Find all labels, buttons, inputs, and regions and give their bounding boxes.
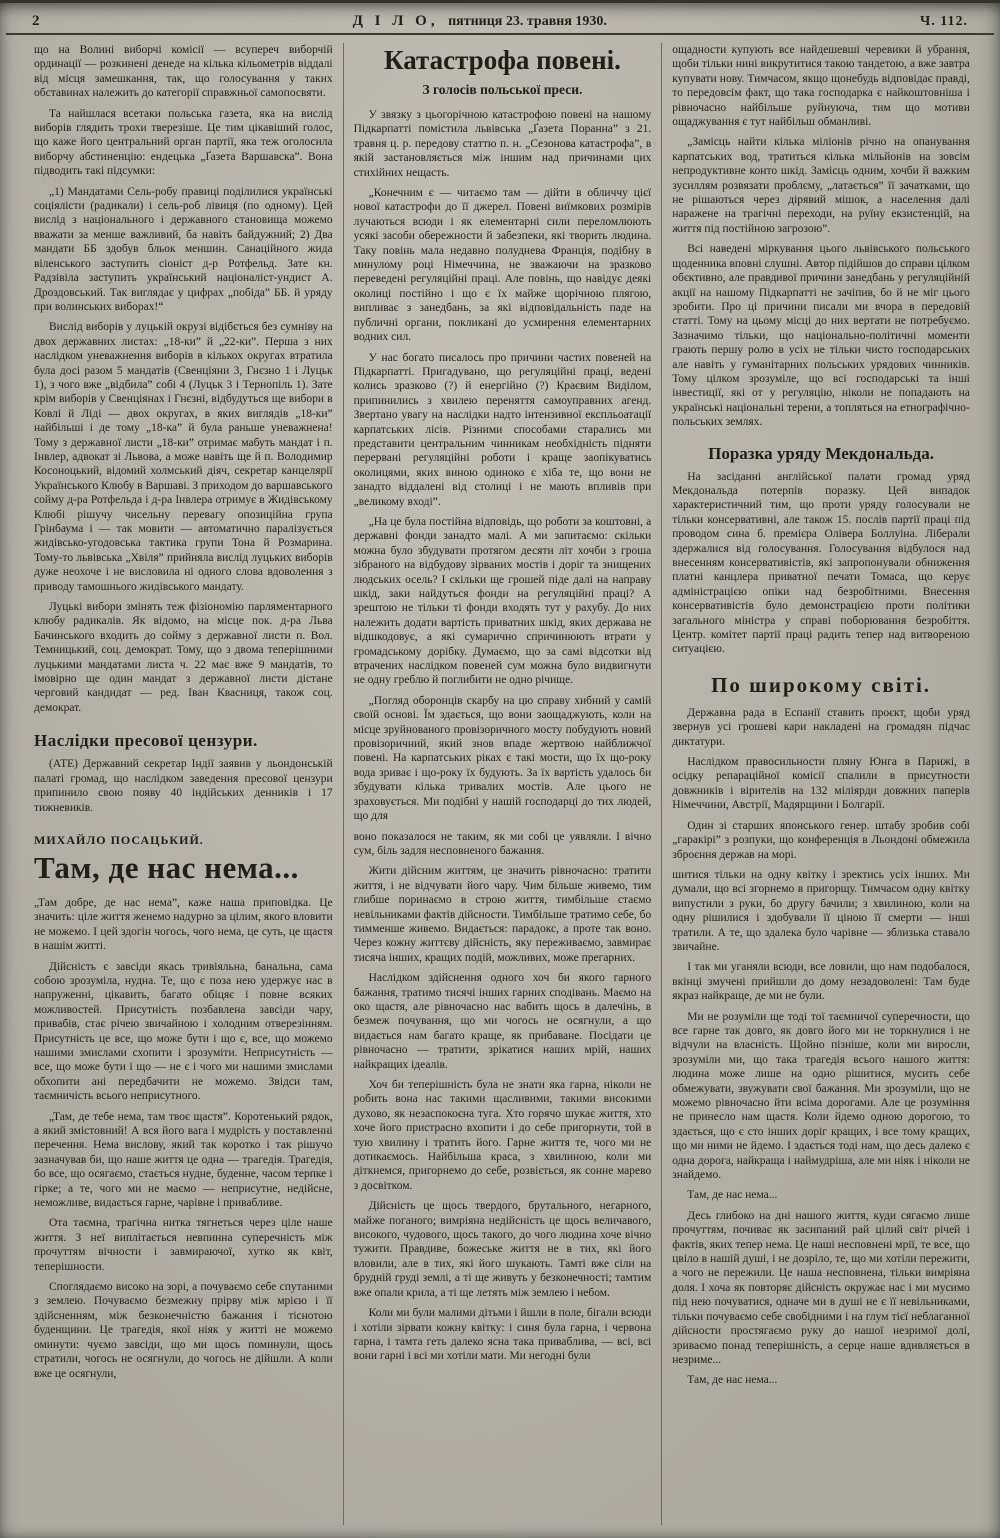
paragraph: „Там, де тебе нема, там твоє щастя”. Коротенький рядок, а який змістовний! А вся його вага і мудрість у поставленні перечення. Нема вислову, який так коротко і так рішучо зазначував би, що наше життя це одна — трагедія. Трагедія, бо все, що осягаємо, стається нудне, буденне, часом терпке і гірке; а те, чого ми не маємо — неприсутне, недійсне, неможливе, видається гарне, чарівне і привабливе.: [34, 1110, 333, 1210]
paragraph: У нас богато писалось про причини частих повеней на Підкарпатті. Пригадувано, що регуляційні праці, ведені колись зразково (?) й енергійно (?) Краєвим Виділом, припинились з хвилею переняття самоуправних агенд. Звертано увагу на наслідки надто інтензивної експльоатації карпатських лісів. Різними способами старались ми представити центральним чинникам необхідність підняти перервані регуляційні роботи і краще заопікуватись околицями, яких виною одиноко є хіба те, що вони не занадто віддалені від столиці і не мають впливів при „великому вході”.: [353, 351, 652, 508]
left-column: [24, 43, 343, 1525]
article-censorship: [34, 731, 333, 815]
censorship-heading: Наслідки пресової цензури.: [34, 731, 258, 751]
elections-body: [34, 43, 333, 715]
masthead: [353, 13, 607, 30]
feature-body-continued: [354, 830, 652, 1364]
paragraph: І так ми уганяли всюди, все ловили, що нам подобалося, вкінці змучені прийшли до дому незадоволені: Там буде якраз найкраще, де ми не були.: [672, 961, 970, 1003]
paragraph: (АТЕ) Державний секретар Індії заявив у льондонській палаті громад, що наслідком заведення пресової цензури припинило свою появу 40 індійських денників і 17 тижневиків.: [34, 758, 333, 814]
paragraph: „Там добре, де нас нема”, каже наша приповідка. Це значить: ціле життя женемо надурно за цілим, якого вловити не можемо. І цей здогін чогось, чого нема, це суть, це щастя в нашім житті.: [34, 896, 333, 953]
issue-number: Ч. 112.: [919, 14, 968, 29]
paragraph: „Замісць найти кілька міліонів річно на опанування карпатських вод, тратиться кілька мільйонів на зовсім непродуктивне конто шкід. Замісць одним, хочби й важким зусиллям розвязати проблєму, „латається” її зачатками, що не рішаються через дірявий мішок, а населення далі наражене на трагічні переходи, на руїну екзистенцій, на життя під постійною загрозою”.: [672, 136, 970, 235]
paragraph: Там, де нас нема...: [687, 1189, 778, 1202]
right-column: [661, 43, 980, 1525]
world-news-heading: По широкому світі.: [711, 672, 932, 697]
flood-body: [354, 108, 652, 824]
world-news-body: [672, 706, 970, 862]
paragraph: На засіданні англійської палати громад уряд Мекдональда потерпів поразку. Цей випадок характеристичний тим, що проти уряду голосували не тільки консервативні, але також 15. послів партії праці під проводом сина б. премієра Олівера Боллуіна. Ліберали здержалися від голосування. Голосування відбулося над внесенням консервативістів, які запропонували обниження платні канцлера приватної печати Томаса, що керує адміністрацією опіки над безробітними. Внесення консервативістів було демонстрацією проти політики загального міністра у справі поборювання безробіття. Центр. комітет партії праці радить тепер над витвореною ситуацією.: [672, 470, 970, 656]
feature-byline: МИХАЙЛО ПОСАЦЬКИЙ.: [34, 832, 204, 847]
middle-column: [343, 43, 662, 1525]
paragraph: Ота таємна, трагічна нитка тягнеться через ціле наше життя. З неї виплітається невпинна суперечність між прочуттям вічности і завмираючої, хутко як квіт, теперішности.: [34, 1217, 333, 1273]
paragraph: Ми не розуміли ще тоді тої таємничої суперечности, що все гарне так довго, як довго його ми не торкнулися і не відчули на власність. Щойно пізніше, коли ми виросли, зрозуміли ми, що така трагедія всього нашого життя: людина може лише на одно рішитися, мусить себе обмежувати, звужувати свої бажання. Ми зрозуміли, що не можемо рівночасно йти всіма дорогами. Але це розуміння не принесло нам щастя. Коли йдемо одною дорогою, то здається, що є сто інших доріг кращих, і все тому кращих, що ми ними не йдемо. І здається тоді нам, що десь далеко є одна дорога, найкраща і наймудріша, але ми ніяк і ніколи не знайдемо.: [672, 1010, 970, 1182]
flood-subhead: З голосів польської преси.: [422, 82, 583, 97]
paragraph: Наслідком правосильности пляну Юнга в Парижі, в осідку репараційної комісії спалили в присутности довжників і вірителів на 132 міліярди довжних паперів Німеччини, Австрії, Мадярщини і Болгарії.: [672, 756, 970, 812]
paragraph: Один зі старших японського генер. штабу зробив собі „гаракірі” з розпуки, що конференція в Льондоні обмежила зброєння держав на морі.: [672, 819, 970, 861]
paragraph: Та найшлася всетаки польська газета, яка на вислід виборів глядить трохи тверезіше. Це тим цікавіший голос, що каже його центральний орган партії, яка теж оголосила виборчу абстиненцію: ендецька „Ґазета Варшавска”. Вона підводить такі підсумки:: [34, 107, 333, 178]
paragraph: ощадности купують все найдешевші черевики й убрання, щоби тільки нині викрутитися такою тандетою, а вже завтра купувати нову. Тимчасом, якщо щонебудь відповідає правді, то передовсім факт, що така господарка є найкоштовніша і рівночасно найбільше руйнуюча, тим що мотиви ощаджування є тут найбільш обманливі.: [672, 44, 970, 129]
page-number: 2: [32, 13, 40, 29]
paragraph: Коли ми були малими дітьми і йшли в поле, бігали всюди і хотіли зірвати кожну квітку: і синя була гарна, і червона гарна, і тамта геть далеко ясна така приваблива, — всі, всі вони гарні і всі ми хотіли мати. Ми негодні були: [353, 1307, 652, 1363]
feature-body: [34, 896, 333, 1381]
article-feature-continued-middle: [354, 830, 652, 1364]
paragraph: Дійсність є завсіди якась тривіяльна, банальна, сама собою зрозуміла, нудна. Те, що є поза нею удержує нас в напруженні, цікавить, багато обіцяє і повне всяких можливостей. Присутність позбавлена завсіди чару, привабів, стає річею звичайною і холодним отверезінням. Присутність це все, що може бути і що є, все, що можемо нашими змислами схопити і зрозуміти. Неприсутність — все, що може бути і що — не є і чого ми нашими змислами обхопити ані передбачити не можемо. Звідси там, таємничість всього неприсутного.: [34, 960, 333, 1103]
article-elections: [34, 43, 333, 715]
paragraph: „1) Мандатами Сель-робу правиці поділилися українські соціялісти (радикали) і сель-роб лівиця (по одному). Цей вислід з національного і державного становища можемо вважати за менше важливий, ба навіть байдужний; 2) Два мандати ББ здобув бльок меншин. Санаційного жида віленського заступить сіоніст д-р Ротфельд. Зате кн. Радзівіла заступить український націоналіст-ундист А. Дроздовський. Так виглядає у цифрах „побіда” ББ. й уряду при волинських виборах!“: [34, 185, 333, 313]
paragraph: Наслідком здійснення одного хоч би якого гарного бажання, тратимо тисячі інших гарних сподівань. Маємо на око щастя, але рівночасно нас вабить щось в далечінь, в безмеж почування, що ми чогось не осягнули, а що видається нам багато краще, як прибаване. Посідати це рівночасно — тратити, зрікатися наших мрій, наших найкращих ідеалів.: [353, 972, 652, 1071]
paragraph: „Конечним є — читаємо там — дійти в обличчу цієї нової катастрофи до її джерел. Повені виїмкових розмірів лучаються всюди і як елементарні сили переломлюють усякі засоби обережности й забезпеки, які творить людина. Таку повінь мала недавно полуднева Франція, подібну в минулому році Німеччина, не зважаючи на зразково переведені регуляційні праці. Але повінь, що навідує деякі околиці постійно і що є їх майже щорічною плягою, випливає з занедбань, за які відповідальність паде на публичні органи, покликані до усмирення елементарних водних сил.: [353, 187, 652, 344]
flood-body-continued: [672, 43, 970, 430]
feature-body-continued: [672, 868, 970, 1388]
paragraph: Жити дійсним життям, це значить рівночасно: тратити життя, і не відчувати його чару. Чим більше живемо, тим глибше поринаємо в строю життя, тимбільше стаємо невільниками фактів дійсности. Тимбільше тратимо себе, бо тимменше живемо. Видається: парадокс, а проте так воно. Через кожну життєву дійсність, яку переживаємо, завмирає тисяча інших, кращих подій, можливих, може прегарних.: [353, 865, 652, 964]
masthead-title: Д І Л О,: [352, 13, 439, 29]
paragraph: „На це була постійна відповідь, що роботи за коштовні, а державні фонди занадто малі. А ми запитаємо: скільки можна було збудувати протягом десяти літ хочби з гроша зібраного на відбудову зірваних мостів і доріг та знищених людських осель? І скільки ще грошей піде далі на направу шкід, заки найдуться фонди на регуляційні праці? А зрештою не тільки ті фонди входять тут у рахубу. До них належить додати вартість приватних шкід, яких держава не відшкодовує, а які сумарично спричинюють втрати у громадському дорібку. Думаємо, що за самі відсотки від втрачених наслідком повеней сум можна було видвигнути не одну греблю й поглибити не одно річище.: [353, 515, 652, 687]
flood-headline: Катастрофа повені.: [383, 45, 621, 75]
macdonald-heading: Поразка уряду Мекдональда.: [708, 443, 934, 463]
paragraph: Там, де нас нема...: [687, 1374, 778, 1387]
paragraph: Дійсність це щось твердого, брутального, негарного, майже поганого; вимріяна недійсність це щось величавого, високого, чудового, щось такого, до чого людина хоче вічно тужити. Правдиве, божеське життя не в тих, які його вловили, але в тих, які його шукають. Тамті вже сіли на брудній груді землі, а ті ще живуть у безконечності; тамтим вже опали крила, а ті ще летять між землею і небом.: [353, 1200, 652, 1299]
censorship-body: [34, 757, 333, 815]
paragraph: Десь глибоко на дні нашого життя, куди сягаємо лише прочуттям, почиває як засипаний рай цілий світ річей і фактів, яких тепер нема. Це наші несповнені мрії, те все, що цвіло в нашій душі, і не дозріло, те, що ми хотіли пережити, а чого не пережили. Це наша несповнена, тільки вимріяна доля. І хоча як повторяє дійсність окружає нас і ми мусимо під нею почуватися, одначе ми в душі не є її невільниками, тільки почуваємо себе свобідними і на глум тієї неблаганної дійсности простягаємо руку до нашої незримої долі, зриваємо понад теперішність, а серце наше вдивляється в незриме...: [672, 1209, 970, 1366]
article-world-news: [672, 673, 970, 862]
paragraph: Луцькі вибори змінять теж фізіономію парляментарного клюбу радикалів. Як відомо, на місце пок. д-ра Льва Бачинського входить до сойму з державної листи п. Вол. Темницький, соц. демократ. Тому, що з двома теперішними луцькими мандатами листа ч. 22 має вже 9 мандатів, то імовірно ще один мандат з державної листи дістане черговий кандидат — ред. Іван Квасниця, також соц. демократ.: [34, 601, 333, 714]
paragraph: У звязку з цьогорічною катастрофою повені на нашому Підкарпатті помістила львівська „Ґазета Поранна” з 21. травня ц. р. передову статтю п. н. „Сезонова катастрофа”, в якій застановляється між іншим над причинами цих стихійних нещасть.: [353, 109, 652, 179]
page-header: [6, 3, 994, 35]
paragraph: воно показалося не таким, як ми собі це уявляли. І вічно сум, біль задля несповненого бажання.: [353, 830, 652, 857]
paragraph: що на Волині виборчі комісії — всупереч виборчій ординації — розкинені денеде на кілька кільометрів віддалі від місця замешкання, так, що голосування у таких обставинах належить до категорії справжньої самопосвяти.: [34, 44, 333, 100]
paragraph: Вислід виборів у луцькій окрузі відібється без сумніву на двох державних листах: „18-ки” й „22-ки”. Перша з них наслідком уневажнення виборів в кількох округах втратила була досі разом 5 мандатів (Свенціяни 3, Гнєзно 1 і Луцьк 1), з чого вже „відбила” собі 4 (Луцьк 3 і Тернопіль 1). Зате крім виборів у Свенціянах і Гнєзні, відбудуться ще вибори в Ковлі й Ліді — двох округах, в яких виглядів „18-ки” найбільші і де тому „18-ка” й була раньше уневажнена! Тому з державної листи „18-ки” отримає мабуть мандат і п. Інвлер, адвокат зі Львова, а може навіть ще й п. Володимир Косоноцький, відомий холмський діяч, секретар канцелярії Українського Клюбу в Варшаві. З приходом до варшавського сойму д-ра Ротфельда і д-ра Інвлера отримує в Жидівському Клюбі рішучу чисельну перевагу опозиційна група Грінбаума і — так мовити — автоматично паралізується жидівсько-угодовська тактика групи Тона й Розмарина. Тому-то львівська „Хвіля” прийняла вислід луцьких виборів дуже неохоче і не висловила ні одного слова вдоволення з приводу тамошнього жидівського мандату.: [34, 321, 333, 593]
paragraph: Споглядаємо високо на зорі, а почуваємо себе спутаними з землею. Почуваємо безмежну прірву між мрією і її здійсненням, між безконечністю бажання і тіснотою буденщини. Це трагедія, якої ніяк у житті не можемо оминути: чуємо завсіди, що ми щось поминули, щось стратили, чогось не осягнули, до чогось не дійшли. А коли вже це осягнули,: [34, 1281, 333, 1380]
paragraph: шитися тільки на одну квітку і зректись усіх інших. Ми думали, що всі згорнемо в пригорщу. Тимчасом одну квітку випустили з руки, бо другу бачили; з хвилиною, коли на одну рішилися і здобували її ціною її смерти — інші тратили. А те, що здалека було чарівне — зблизька ставало звичайне.: [672, 868, 970, 953]
paragraph: Всі наведені міркування цього львівського польського щоденника вповні слушні. Автор підійшов до справи цілком обєктивно, але правдивої причини занедбань у регуляційній акції на нашому Підкарпатті не зачіпив, бо й не міг цього зробити. Про ці причини писали ми вчора в передовій статті. Тому на цьому місці до них вертати не потребуємо. Зазначимо тільки, що національно-політичні моменти грають першу ролю в усіх не тільки чисто господарських але навіть у гуманітарних польських урядових чинників. Тому цілком зрозуміле, що всі господарські та інші інвестиції, які от у регуляцію, ніколи не попадають на українські національні терени, а топляться на етнографічно-польських землях.: [672, 243, 970, 429]
article-flood: [354, 45, 652, 824]
columns-container: [0, 35, 1000, 1525]
macdonald-body: [672, 470, 970, 657]
paragraph: Державна рада в Еспанії ставить проєкт, щоби уряд звернув усі грошеві кари накладені на громадян підчас диктатури.: [672, 706, 970, 748]
paragraph: Хоч би теперішність була не знати яка гарна, ніколи не робить вона нас такими щасливими, такими високими духово, як незаспокоєна туга. Хто горячо шукає життя, хто хоче його пристрасно вхопити і до себе пригорнути, той в тую хвилину і тратить його. Гарне життя те, чого ми не дотикаємось. Найбільша краса, з хвилиною, коли ми діткнемся, пригорнемо до себе, розвіється, як сонне марево з досвітком.: [353, 1079, 652, 1192]
paragraph: „Погляд оборонців скарбу на цю справу хибний у самій своїй основі. Їм здається, що вони заощаджують, коли на місце зруйнованого провізоричного мосту побудують новий провізоричний, який знов впаде жертвою найближчої повені. На карпатських ріках є такі мости, що їх що-року вода зриває і що-року їх будують. За їх вартість удалось би збудувати кілька тривалих мостів. Але цього не зраховується. Ми подібні у нашій господарці до тих людей, що для: [353, 694, 652, 823]
masthead-date: пятниця 23. травня 1930.: [448, 14, 607, 29]
article-macdonald: [672, 444, 970, 657]
article-flood-continued: [672, 43, 970, 430]
article-feature: [34, 833, 333, 1381]
article-feature-continued-right: [672, 868, 970, 1388]
feature-headline: Там, де нас нема...: [34, 849, 299, 885]
